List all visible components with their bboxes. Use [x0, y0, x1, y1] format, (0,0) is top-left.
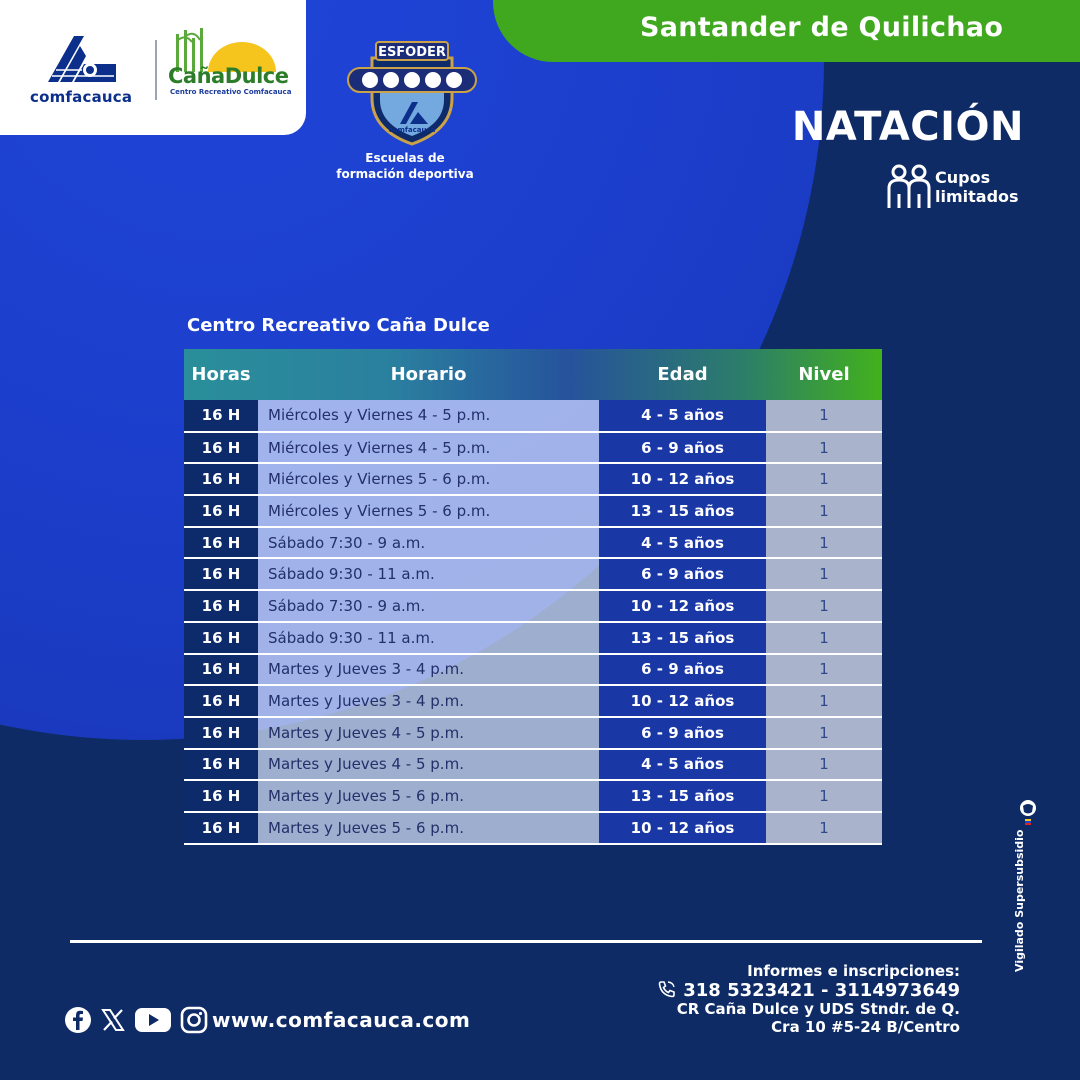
cell-horario: Martes y Jueves 5 - 6 p.m. [258, 780, 599, 812]
table-row [184, 654, 882, 686]
cell-edad: 13 - 15 años [599, 780, 766, 812]
phone-icon [657, 980, 677, 998]
column-header-nivel: Nivel [798, 364, 850, 385]
cell-horario: Sábado 9:30 - 11 a.m. [258, 622, 599, 654]
cell-nivel: 1 [766, 558, 882, 590]
cell-horas: 16 H [184, 812, 258, 844]
cell-horario: Miércoles y Viernes 5 - 6 p.m. [258, 463, 599, 495]
cell-nivel: 1 [766, 400, 882, 432]
schedule-table [184, 349, 882, 845]
cell-horario: Martes y Jueves 5 - 6 p.m. [258, 812, 599, 844]
social-links [64, 1006, 208, 1034]
table-body [184, 400, 882, 844]
cell-nivel: 1 [766, 590, 882, 622]
cell-nivel: 1 [766, 432, 882, 464]
cell-horario: Miércoles y Viernes 4 - 5 p.m. [258, 432, 599, 464]
logo-card [0, 0, 306, 135]
esfoder-badge-footer: comfacauca [388, 126, 436, 134]
footer-divider [70, 940, 982, 943]
logo-divider [155, 40, 157, 100]
informes-label: Informes e inscripciones: [747, 962, 960, 980]
table-header-row [184, 349, 882, 400]
table-row [184, 495, 882, 527]
cell-horas: 16 H [184, 558, 258, 590]
cell-horario: Sábado 7:30 - 9 a.m. [258, 527, 599, 559]
cell-edad: 13 - 15 años [599, 622, 766, 654]
table-row [184, 780, 882, 812]
cell-horas: 16 H [184, 685, 258, 717]
cell-edad: 13 - 15 años [599, 495, 766, 527]
table-row [184, 558, 882, 590]
table-row [184, 463, 882, 495]
cell-nivel: 1 [766, 654, 882, 686]
canadulce-logo-text: CañaDulce [168, 64, 289, 88]
cell-nivel: 1 [766, 749, 882, 781]
cell-horario: Martes y Jueves 4 - 5 p.m. [258, 717, 599, 749]
column-header-horario: Horario [390, 364, 467, 385]
cell-edad: 6 - 9 años [599, 717, 766, 749]
esfoder-caption-line2: formación deportiva [336, 167, 474, 181]
table-row [184, 685, 882, 717]
cell-horario: Miércoles y Viernes 5 - 6 p.m. [258, 495, 599, 527]
website-link[interactable]: www.comfacauca.com [212, 1008, 471, 1032]
cupos-line1: Cupos [935, 168, 991, 187]
cell-horario: Sábado 7:30 - 9 a.m. [258, 590, 599, 622]
phone-numbers [657, 980, 960, 1000]
cell-horario: Sábado 9:30 - 11 a.m. [258, 558, 599, 590]
cell-horario: Martes y Jueves 3 - 4 p.m. [258, 654, 599, 686]
table-row [184, 717, 882, 749]
address-line2: Cra 10 #5-24 B/Centro [771, 1018, 960, 1036]
cell-horario: Martes y Jueves 4 - 5 p.m. [258, 749, 599, 781]
cell-horas: 16 H [184, 590, 258, 622]
cell-edad: 6 - 9 años [599, 654, 766, 686]
table-row [184, 749, 882, 781]
cupos-limitados [935, 168, 1019, 206]
cell-edad: 10 - 12 años [599, 685, 766, 717]
cell-horas: 16 H [184, 432, 258, 464]
venue-title: Centro Recreativo Caña Dulce [187, 315, 490, 336]
cell-nivel: 1 [766, 495, 882, 527]
cell-edad: 10 - 12 años [599, 463, 766, 495]
cell-edad: 6 - 9 años [599, 432, 766, 464]
cell-horas: 16 H [184, 527, 258, 559]
cell-edad: 10 - 12 años [599, 590, 766, 622]
city-title: Santander de Quilichao [640, 12, 1004, 43]
cell-horario: Martes y Jueves 3 - 4 p.m. [258, 685, 599, 717]
cell-horario: Miércoles y Viernes 4 - 5 p.m. [258, 400, 599, 432]
cell-nivel: 1 [766, 780, 882, 812]
cell-horas: 16 H [184, 780, 258, 812]
cell-horas: 16 H [184, 400, 258, 432]
column-header-horas: Horas [191, 364, 251, 385]
column-header-edad: Edad [657, 364, 708, 385]
cell-nivel: 1 [766, 812, 882, 844]
cell-horas: 16 H [184, 749, 258, 781]
vigilado-label: Vigilado Supersubsidio [1013, 829, 1026, 972]
esfoder-badge-icon [344, 38, 480, 146]
cell-edad: 4 - 5 años [599, 400, 766, 432]
cell-horas: 16 H [184, 463, 258, 495]
cell-nivel: 1 [766, 717, 882, 749]
cell-nivel: 1 [766, 622, 882, 654]
youtube-icon[interactable] [134, 1006, 172, 1034]
canadulce-subtitle: Centro Recreativo Comfacauca [170, 88, 292, 96]
comfacauca-logo-text: comfacauca [30, 88, 133, 106]
table-row [184, 812, 882, 844]
cell-edad: 4 - 5 años [599, 749, 766, 781]
table-row [184, 590, 882, 622]
table-row [184, 400, 882, 432]
cupos-line2: limitados [935, 187, 1019, 206]
cell-edad: 10 - 12 años [599, 812, 766, 844]
facebook-icon[interactable] [64, 1006, 92, 1034]
coat-of-arms-icon [1016, 798, 1040, 828]
esfoder-caption [320, 150, 490, 182]
cell-horas: 16 H [184, 654, 258, 686]
x-icon[interactable] [100, 1007, 126, 1033]
esfoder-caption-line1: Escuelas de [365, 151, 445, 165]
cell-horas: 16 H [184, 495, 258, 527]
esfoder-badge-title: ESFODER [378, 45, 446, 60]
sport-title: NATACIÓN [791, 104, 1024, 150]
cell-nivel: 1 [766, 463, 882, 495]
contact-info [657, 962, 960, 1036]
cell-horas: 16 H [184, 717, 258, 749]
cell-edad: 6 - 9 años [599, 558, 766, 590]
comfacauca-logo-icon [44, 32, 120, 84]
table-row [184, 527, 882, 559]
people-icon [886, 164, 932, 210]
table-row [184, 622, 882, 654]
table-row [184, 432, 882, 464]
cell-nivel: 1 [766, 527, 882, 559]
phone-numbers-text: 318 5323421 - 3114973649 [683, 980, 960, 1001]
instagram-icon[interactable] [180, 1006, 208, 1034]
cell-edad: 4 - 5 años [599, 527, 766, 559]
cell-horas: 16 H [184, 622, 258, 654]
address-line1: CR Caña Dulce y UDS Stndr. de Q. [676, 1000, 960, 1018]
cell-nivel: 1 [766, 685, 882, 717]
